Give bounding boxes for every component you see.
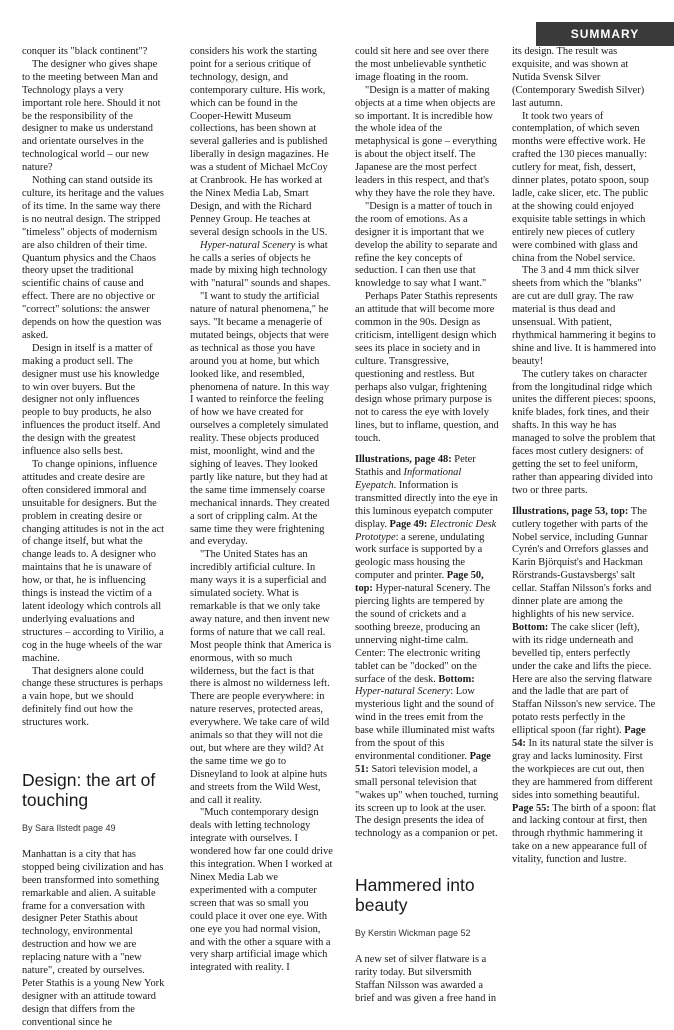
column-2 — [190, 46, 334, 975]
paragraph: It took two years of contemplation, of which seven months were effective work. He crafted the 130 pieces manually: cutlery for meat, fish, dessert, dinner plates, potato spoon, soup ladle, cake slicer, etc. The public at the showing could enjoyed exquisite table settings in which entirely new pieces of cutlery were combined with glass and china from the Nobel service. — [512, 110, 649, 264]
illustration-captions — [512, 506, 656, 867]
work-title: Hyper-natural Scenery — [200, 239, 296, 251]
article-byline: By Sara Ilstedt page 49 — [22, 823, 116, 834]
paragraph: Design in itself is a matter of making a product sell. The designer must use his knowledge to win over buyers. But the designer not only influences people to buy products, he also influences the product itself. And the design with the greatest influence also sells best. — [22, 342, 161, 458]
text-run: The cake slicer (left), with its ridge underneath and bevelled tip, enters perfectly under the cake and lifts the piece. Here are also the serving flatware and the ladle that are part of Staffan Nilsson's new service. The potato rests perfectly in the elliptical spoon (far right). — [512, 621, 656, 737]
text-run: Hyper-natural Scenery. The piercing lights are tempered by the sound of crickets and a soothing breeze, producing an unnerving night-time calm. Center: The electronic writing tablet can be "docked" on the surface of the desk. — [355, 583, 491, 685]
paragraph: A new set of silver flatware is a rarity today. But silversmith Staffan Nilsson was awarded a brief and was given a free hand in — [355, 954, 497, 1004]
text-run: : Low mysterious light and the sound of wind in the trees emit from the base while illuminated mist wafts from the spout of this environmental conditioner. — [355, 686, 495, 762]
caption-lead: Illustrations, page 53, top: — [512, 505, 629, 517]
paragraph: considers his work the starting point for a serious critique of technology, design, and contemporary culture. His work, which can be found in the Cooper-Hewitt Museum collections, has been shown at several galleries and is published liberally in design magazines. He was a student of Michael McCoy at Cranbrook. He has worked at the Ninex Media Lab, Smart Design, and with the Richard Penney Group. He teaches at several design schools in the US. — [190, 46, 329, 238]
text-run: . Information is transmitted directly into the eye in this luminous eyepatch computer display. — [355, 479, 498, 530]
article-byline: By Kerstin Wickman page 52 — [355, 928, 471, 939]
caption-lead: Page 51: — [355, 750, 491, 775]
paragraph: "I want to study the artificial nature of natural phenomena," he says. "It became a menagerie of mutated beings, objects that were as technical as those you have around you at home, but which looked like, and resembled, phenomena of nature. In this way I wanted to reinforce the feeling of how we have created for ourselves a completely simulated reality. These objects produced mist, moonlight, wind and the sighing of leaves. They looked partly like nature, but they had at the same time immensely coarse mechanical innards. They created a sort of crippling calm. At the same time they were frightening and everyday. — [190, 291, 330, 548]
section-label: SUMMARY — [536, 22, 674, 46]
caption-lead: Page 55: — [512, 802, 550, 814]
article-heading: Hammered into beauty — [355, 875, 475, 916]
work-title: Electronic Desk Prototype — [355, 518, 497, 543]
column-3 — [355, 46, 499, 1006]
caption-lead: Page 54: — [512, 725, 646, 750]
text-run: The cutlery together with parts of the Nobel service, including Gunnar Cyrén's and Orrefors glasses and Karin Björquist's and Hackman Rörstrands-Gustavsbergs' salt cellar. Staffan Nilsson's forks and dinner plate are among the highlights of his new service. — [512, 505, 652, 620]
text-run: Satori television model, a small personal television that "wakes up" when touched, turning its screen up to look at the user. The design presents the idea of technology as a companion or pet. — [355, 763, 499, 840]
paragraph: Nothing can stand outside its culture, its heritage and the values of its time. In the same way there is no neutral design. The stripped "timeless" objects of modernism are also children of their time. Quantum physics and the Chaos theory upset the traditional scientific chains of cause and effect. There are no objective or "correct" solutions: the answer depends on how the question was asked. — [22, 175, 164, 341]
paragraph: Manhattan is a city that has stopped being civilization and has been transformed into something remarkable and alien. A suitable frame for a conversation with designer Peter Stathis about technology, environmental destruction and how we are replacing nature with a "new nature", created by ourselves. Peter Stathis is a young New York designer with an attitude toward design that differs from the conventional since he — [22, 848, 165, 1028]
illustration-captions — [355, 454, 499, 841]
paragraph: Perhaps Pater Stathis represents an attitude that will become more common in the 90s. Design as criticism, intelligent design which sees its place in society and in culture. Transgressive, questioning and restless. But perhaps also vulgar, frightening design whose primary purpose is not to caress the eye with lovely lines, but to inflame, question, and touch. — [355, 291, 499, 445]
text-run: In its natural state the silver is gray and lacks luminosity. First the workpieces are cut out, then they are hammered from different sides into something beautiful. — [512, 738, 654, 801]
paragraph: The designer who gives shape to the meeting between Man and Technology plays a very important role here. Should it not be the responsibility of the designer to make us understand and orientate ourselves in the technological world – our new nature? — [22, 58, 161, 174]
caption-lead: Illustrations, page 48: — [355, 454, 452, 466]
text-run: : a serene, undulating work surface is supported by a geologic mass housing the computer and printer. — [355, 531, 485, 582]
paragraph: That designers alone could change these structures is perhaps a vain hope, but we should definitely find out how the structures work. — [22, 665, 163, 729]
text-run: The birth of a spoon: flat and lacking contour at first, then through rhythmic hammering it take on a new appearance full of vitality, function and lustre. — [512, 802, 656, 866]
paragraph: "Design is a matter of making objects at a time when objects are so important. It is incredible how the whole idea of the metaphysical is gone – everything is about the object itself. The Japanese are the most perfect leaders in this respect, and that's why they have the role they have. — [355, 84, 497, 199]
paragraph: conquer its "black continent"? — [22, 46, 148, 57]
work-title: Hyper-natural Scenery — [355, 686, 451, 698]
caption-lead: Bottom: — [512, 621, 549, 633]
paragraph: "Much contemporary design deals with letting technology integrate with ourselves. I wondered how far one could drive this integration. When I worked at Ninex Media Lab we experimented with a computer screen that was so small you could place it over one eye. With one eye you had normal vision, and with the other a square with a very sharp artificial image which integrated with reality. I — [190, 807, 333, 974]
paragraph: "Design is a matter of touch in the room of emotions. As a designer it is important that we develop the ability to separate and refine the key concepts of seduction. I can then use that knowledge to say what I want." — [355, 200, 498, 290]
caption-lead: Page 49: — [389, 518, 428, 530]
paragraph: its design. The result was exquisite, and was shown at Nutida Svensk Silver (Contemporary Swedish Silver) last autumn. — [512, 46, 645, 109]
paragraph: could sit here and see over there the most unbelievable synthetic image floating in the room. — [355, 46, 489, 83]
paragraph: To change opinions, influence attitudes and create desire are often considered immoral and unsuitable for designers. But the problem in creating desire or changing attitudes is not in the act of change itself, but what the change leads to. A designer who maintains that he is unaware of how, or that, he is influencing things is instead the victim of a latent ideology which controls all underlying evaluations and structures – according to Virilio, a cog in the huge wheels of the war machine. — [22, 459, 164, 664]
caption-lead: Page 50, top: — [355, 570, 484, 595]
paragraph — [190, 240, 334, 292]
text-run: is what he calls a series of objects he made by mixing high technology with "natural" sounds and shapes. — [190, 239, 331, 290]
article-heading: Design: the art of touching — [22, 770, 156, 811]
column-1 — [22, 46, 166, 1030]
work-title: Informational Eyepatch — [355, 467, 462, 491]
column-4 — [512, 46, 656, 867]
paragraph: The 3 and 4 mm thick silver sheets from which the "blanks" are cut are dull gray. The raw material is thus dead and unsensual. With patient, rhythmical hammering it begins to shine and live. It is hammered into beauty! — [512, 265, 656, 367]
text-run: Peter Stathis and — [355, 454, 476, 478]
paragraph: The cutlery takes on character from the longitudinal ridge which unites the different pieces: spoons, knife blades, fork tines, and their shafts. In this way he has managed to solve the problem that faces most cutlery designers: of getting the set to feel uniform, rather than appearing divided into two or three parts. — [512, 368, 656, 496]
paragraph: "The United States has an incredibly artificial culture. In many ways it is a superficial and simulated society. What is remarkable is that we only take away nature, and then invent new forms of nature that we call real. Most people think that America is enormous, with so much wilderness, but the fact is that there is almost no wilderness left. There are people everywhere: in nature reserves, protected areas, everywhere. We take care of wild animals so that they will not die out, but where are they wild? At the same time we go to Disneyland to look at alpine huts and streets from the Wild West, and call it reality. — [190, 549, 332, 806]
caption-lead: Bottom: — [438, 673, 475, 685]
